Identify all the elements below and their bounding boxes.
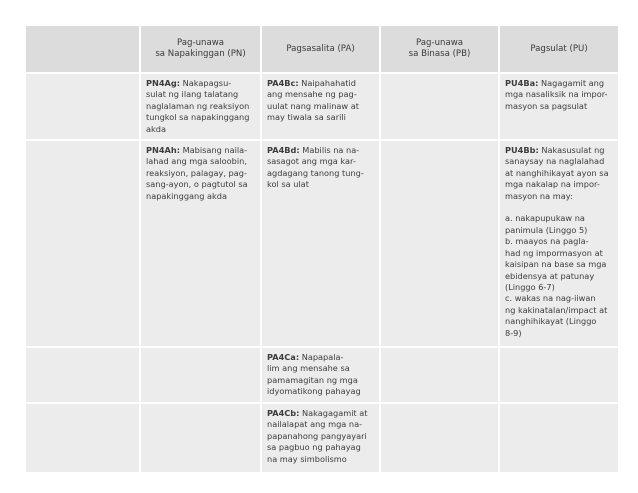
pa-cell <box>262 404 379 472</box>
pa-cell <box>262 141 379 346</box>
row-label-cell <box>26 348 139 402</box>
pb-cell <box>381 348 498 402</box>
pu-cell <box>500 74 618 139</box>
competency-code: PA4Ca: <box>267 352 300 363</box>
competency-text: Naipahahatid ang mensahe ng pag- uulat nang malinaw at may tiwala sa sarili <box>267 78 359 123</box>
competency-code: PN4Ah: <box>146 145 180 156</box>
competency-code: PA4Bd: <box>267 145 300 156</box>
competency-code: PA4Bc: <box>267 78 299 88</box>
header-row <box>26 26 618 72</box>
header-pu: Pagsulat (PU) <box>500 26 618 72</box>
row-label-cell <box>26 404 139 472</box>
pa-cell <box>262 74 379 139</box>
table-row <box>26 404 618 472</box>
competency-text: Nakagagamit at nailalapat ang mga na- papanahong pangyayari sa pagbuo ng pahayag na may simbolismo <box>267 408 368 464</box>
competency-text: Nakapagsu- sulat ng ilang talatang naglalaman ng reaksiyon tungkol sa napakinggang akda <box>146 78 250 134</box>
header-pb: Pag-unawa sa Binasa (PB) <box>381 26 498 72</box>
competency-text: Mabilis na na- sasagot ang mga kar- agdagang tanong tung- kol sa ulat <box>267 145 364 190</box>
pn-cell <box>141 141 260 346</box>
pa-cell <box>262 348 379 402</box>
pu-cell <box>500 404 618 472</box>
competency-code: PN4Ag: <box>146 78 181 88</box>
header-pn: Pag-unawa sa Napakinggan (PN) <box>141 26 260 72</box>
header-pa: Pagsasalita (PA) <box>262 26 379 72</box>
competency-text: Napapala- lim ang mensahe sa pamamagitan ng mga idyomatikong pahayag <box>267 352 361 397</box>
pn-cell <box>141 74 260 139</box>
pb-cell <box>381 74 498 139</box>
competency-code: PU4Bb: <box>505 145 539 156</box>
competency-text: Mabisang naila- lahad ang mga saloobin, reaksiyon, palagay, pag- sang-ayon, o pagtutol sa napakinggang akda <box>146 145 248 201</box>
competency-code: PU4Ba: <box>505 78 539 88</box>
pn-cell <box>141 404 260 472</box>
table-row <box>26 348 618 402</box>
pb-cell <box>381 141 498 346</box>
competency-text: Nakasusulat ng sanaysay na naglalahad at nanghihikayat ayon sa mga nakalap na impor- masyon na may: a. nakapupukaw na panimula (Linggo 5) b. maayos na pagla- had ng impormasyon at kaisipan na base sa mga ebidensya at patunay (Linggo 6-7) c. wakas na nag-iiwan ng kakinatalan/impact at nanghihikayat (Linggo 8-9) <box>505 145 609 338</box>
competency-table <box>24 24 620 474</box>
pu-cell <box>500 348 618 402</box>
pn-cell <box>141 348 260 402</box>
table-row <box>26 141 618 346</box>
row-label-cell <box>26 74 139 139</box>
competency-text: Nagagamit ang mga nasaliksik na impor- masyon sa pagsulat <box>505 78 608 111</box>
row-label-cell <box>26 141 139 346</box>
table-row <box>26 74 618 139</box>
header-blank <box>26 26 139 72</box>
pu-cell <box>500 141 618 346</box>
competency-code: PA4Cb: <box>267 408 300 419</box>
pb-cell <box>381 404 498 472</box>
